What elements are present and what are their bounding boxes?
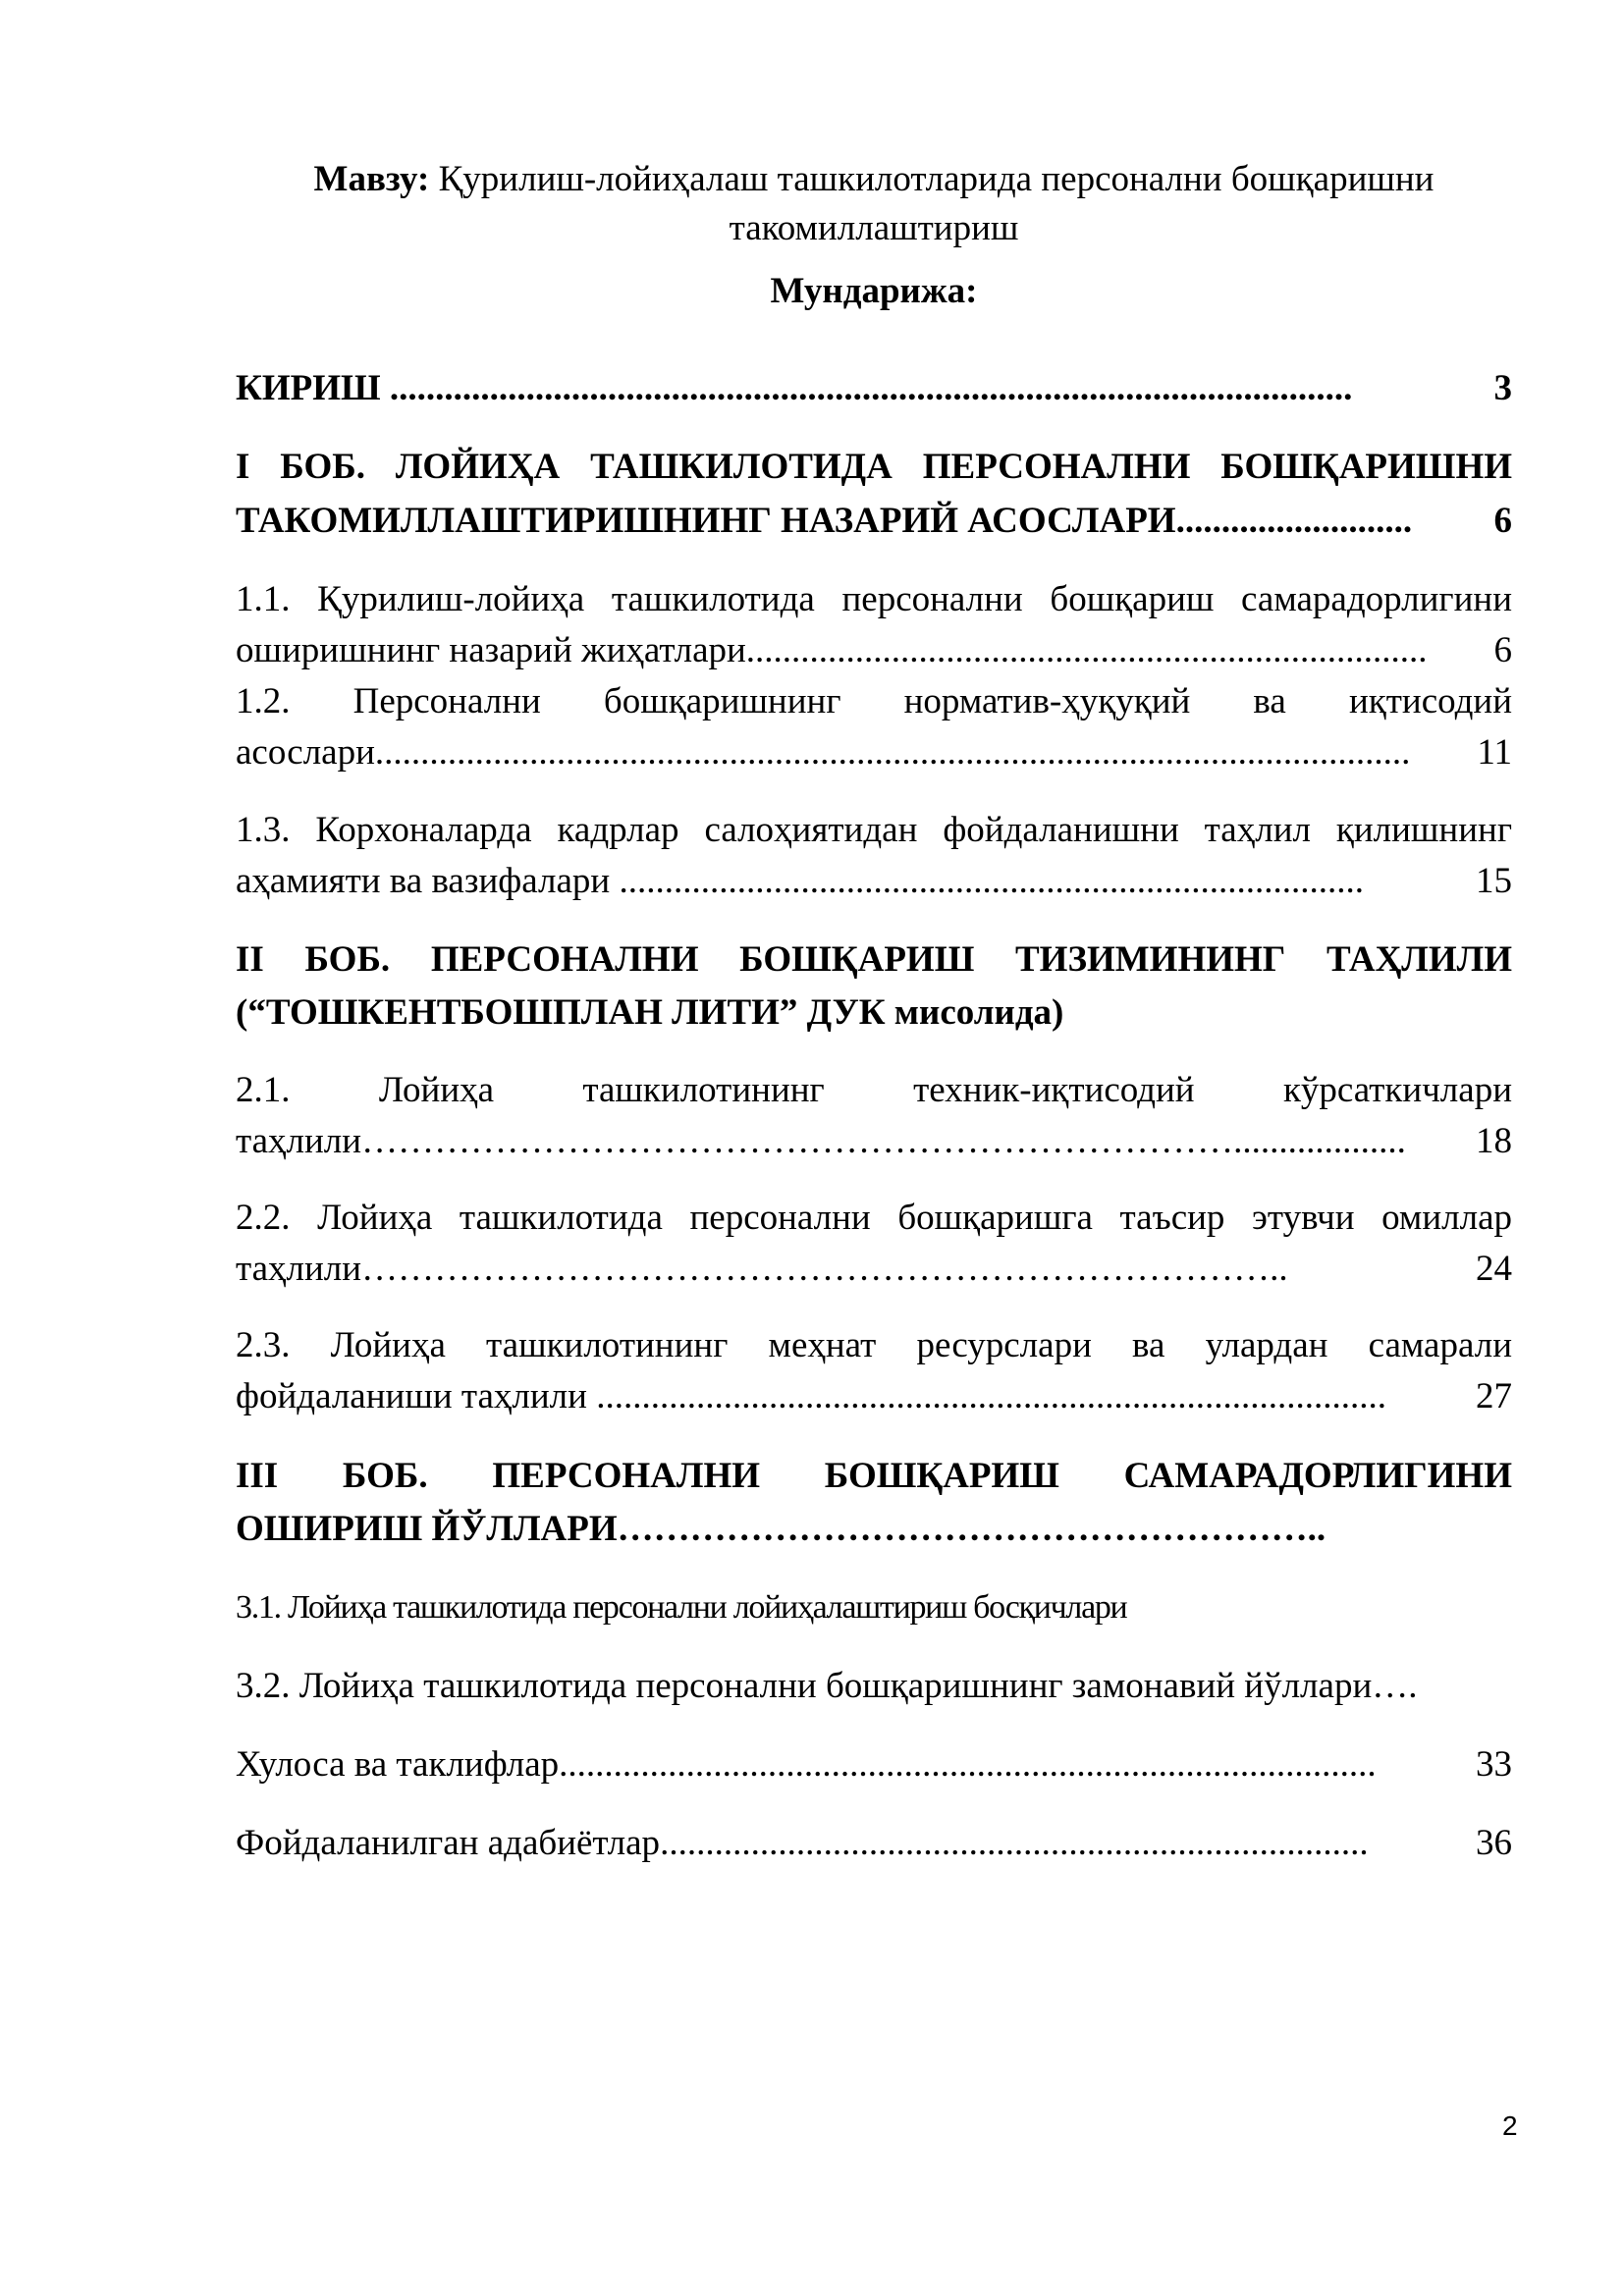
toc-page-number: 24 bbox=[1476, 1249, 1512, 1289]
topic-label: Мавзу: bbox=[313, 159, 430, 199]
toc-page-number: 11 bbox=[1477, 732, 1512, 773]
toc-chapter-1-line1[interactable]: I БОБ. ЛОЙИҲА ТАШКИЛОТИДА ПЕРСОНАЛНИ БОШҚАРИШНИ bbox=[236, 447, 1512, 487]
page-number: 2 bbox=[1502, 2110, 1518, 2141]
toc-page-number: 36 bbox=[1476, 1823, 1512, 1863]
toc-entry-title: аҳамияти ва вазифалари bbox=[236, 861, 611, 901]
toc-leader: .......................... bbox=[1175, 501, 1413, 541]
toc-entry-title: фойдаланиши таҳлили bbox=[236, 1376, 587, 1416]
toc-entry-conclusion[interactable] bbox=[236, 1739, 1512, 1790]
toc-section-2-1-line2[interactable] bbox=[236, 1116, 1512, 1167]
toc-chapter-3-line2[interactable]: ОШИРИШ ЙЎЛЛАРИ………………………………………………….. bbox=[236, 1509, 1326, 1549]
toc-section-1-1-line1[interactable]: 1.1. Қурилиш-лойиҳа ташкилотида персонални бошқариш самарадорлигини bbox=[236, 579, 1512, 619]
toc-section-2-3-line2[interactable] bbox=[236, 1371, 1512, 1422]
toc-leader: .......................................................................................................... bbox=[380, 368, 1353, 408]
toc-section-1-3-line1[interactable]: 1.3. Корхоналарда кадрлар салоҳиятидан фойдаланишни таҳлил қилишнинг bbox=[236, 810, 1512, 850]
toc-section-2-2-line2[interactable] bbox=[236, 1244, 1512, 1295]
toc-page-number: 15 bbox=[1476, 861, 1512, 901]
toc-section-3-1[interactable]: 3.1. Лойиҳа ташкилотида персонални лойиҳалаштириш босқичлари bbox=[236, 1589, 1127, 1626]
toc-section-2-3-line1[interactable]: 2.3. Лойиҳа ташкилотининг меҳнат ресурслари ва улардан самарали bbox=[236, 1325, 1512, 1365]
toc-page-number: 33 bbox=[1476, 1744, 1512, 1785]
toc-entry-title: асослари bbox=[236, 732, 375, 773]
toc-entry-title: таҳлили bbox=[236, 1249, 362, 1289]
toc-leader: .......................................................................................... bbox=[559, 1744, 1377, 1785]
toc-section-1-2-line1[interactable]: 1.2. Персонални бошқаришнинг норматив-ҳуқуқий ва иқтисодий bbox=[236, 681, 1512, 721]
topic-heading bbox=[236, 155, 1512, 253]
toc-leader: .................................................................................................................. bbox=[374, 732, 1411, 773]
toc-section-1-1-line2[interactable] bbox=[236, 625, 1512, 676]
toc-page-number: 6 bbox=[1493, 501, 1512, 541]
toc-entry-references[interactable] bbox=[236, 1818, 1512, 1869]
toc-leader: .................................................................................. bbox=[610, 861, 1364, 901]
toc-entry-title: Фойдаланилган адабиётлар bbox=[236, 1823, 661, 1863]
toc-leader: ........................................................................... bbox=[745, 630, 1428, 670]
toc-entry-title: ТАКОМИЛЛАШТИРИШНИНГ НАЗАРИЙ АСОСЛАРИ bbox=[236, 501, 1176, 541]
toc-entry-title: таҳлили bbox=[236, 1121, 362, 1161]
toc-leader: ....................................................................................... bbox=[586, 1376, 1386, 1416]
toc-entry-title: Хулоса ва таклифлар bbox=[236, 1744, 560, 1785]
toc-section-2-1-line1[interactable]: 2.1. Лойиҳа ташкилотининг техник-иқтисодий кўрсаткичлари bbox=[236, 1070, 1512, 1110]
toc-section-3-2[interactable]: 3.2. Лойиҳа ташкилотида персонални бошқаришнинг замонавий йўллари…. bbox=[236, 1666, 1418, 1706]
toc-chapter-2-line1[interactable]: II БОБ. ПЕРСОНАЛНИ БОШҚАРИШ ТИЗИМИНИНГ ТАҲЛИЛИ bbox=[236, 939, 1512, 980]
toc-entry-title: КИРИШ bbox=[236, 368, 381, 408]
toc-page-number: 18 bbox=[1476, 1121, 1512, 1161]
toc-chapter-1-line2[interactable] bbox=[236, 496, 1512, 547]
contents-title: Мундарижа: bbox=[770, 271, 978, 311]
toc-page-number: 3 bbox=[1493, 368, 1512, 408]
toc-entry-title: оширишнинг назарий жиҳатлари bbox=[236, 630, 746, 670]
toc-leader: .............................................................................. bbox=[660, 1823, 1369, 1863]
toc-leader: ………………………………………………………………................... bbox=[361, 1121, 1406, 1161]
toc-leader: ………………………………………………………………….. bbox=[361, 1249, 1288, 1289]
toc-page-number: 6 bbox=[1493, 630, 1512, 670]
toc-section-1-2-line2[interactable] bbox=[236, 727, 1512, 778]
toc-page-number: 27 bbox=[1476, 1376, 1512, 1416]
toc-entry-intro[interactable] bbox=[236, 363, 1512, 414]
topic-text-line1: Қурилиш-лойиҳалаш ташкилотларида персонални бошқаришни bbox=[438, 159, 1435, 199]
toc-chapter-2-line2[interactable]: (“ТОШКЕНТБОШПЛАН ЛИТИ” ДУК мисолида) bbox=[236, 992, 1064, 1033]
toc-section-2-2-line1[interactable]: 2.2. Лойиҳа ташкилотида персонални бошқаришга таъсир этувчи омиллар bbox=[236, 1198, 1512, 1238]
toc-section-1-3-line2[interactable] bbox=[236, 856, 1512, 907]
topic-text-line2: такомиллаштириш bbox=[729, 208, 1019, 248]
toc-chapter-3-line1[interactable]: III БОБ. ПЕРСОНАЛНИ БОШҚАРИШ САМАРАДОРЛИГИНИ bbox=[236, 1456, 1512, 1496]
